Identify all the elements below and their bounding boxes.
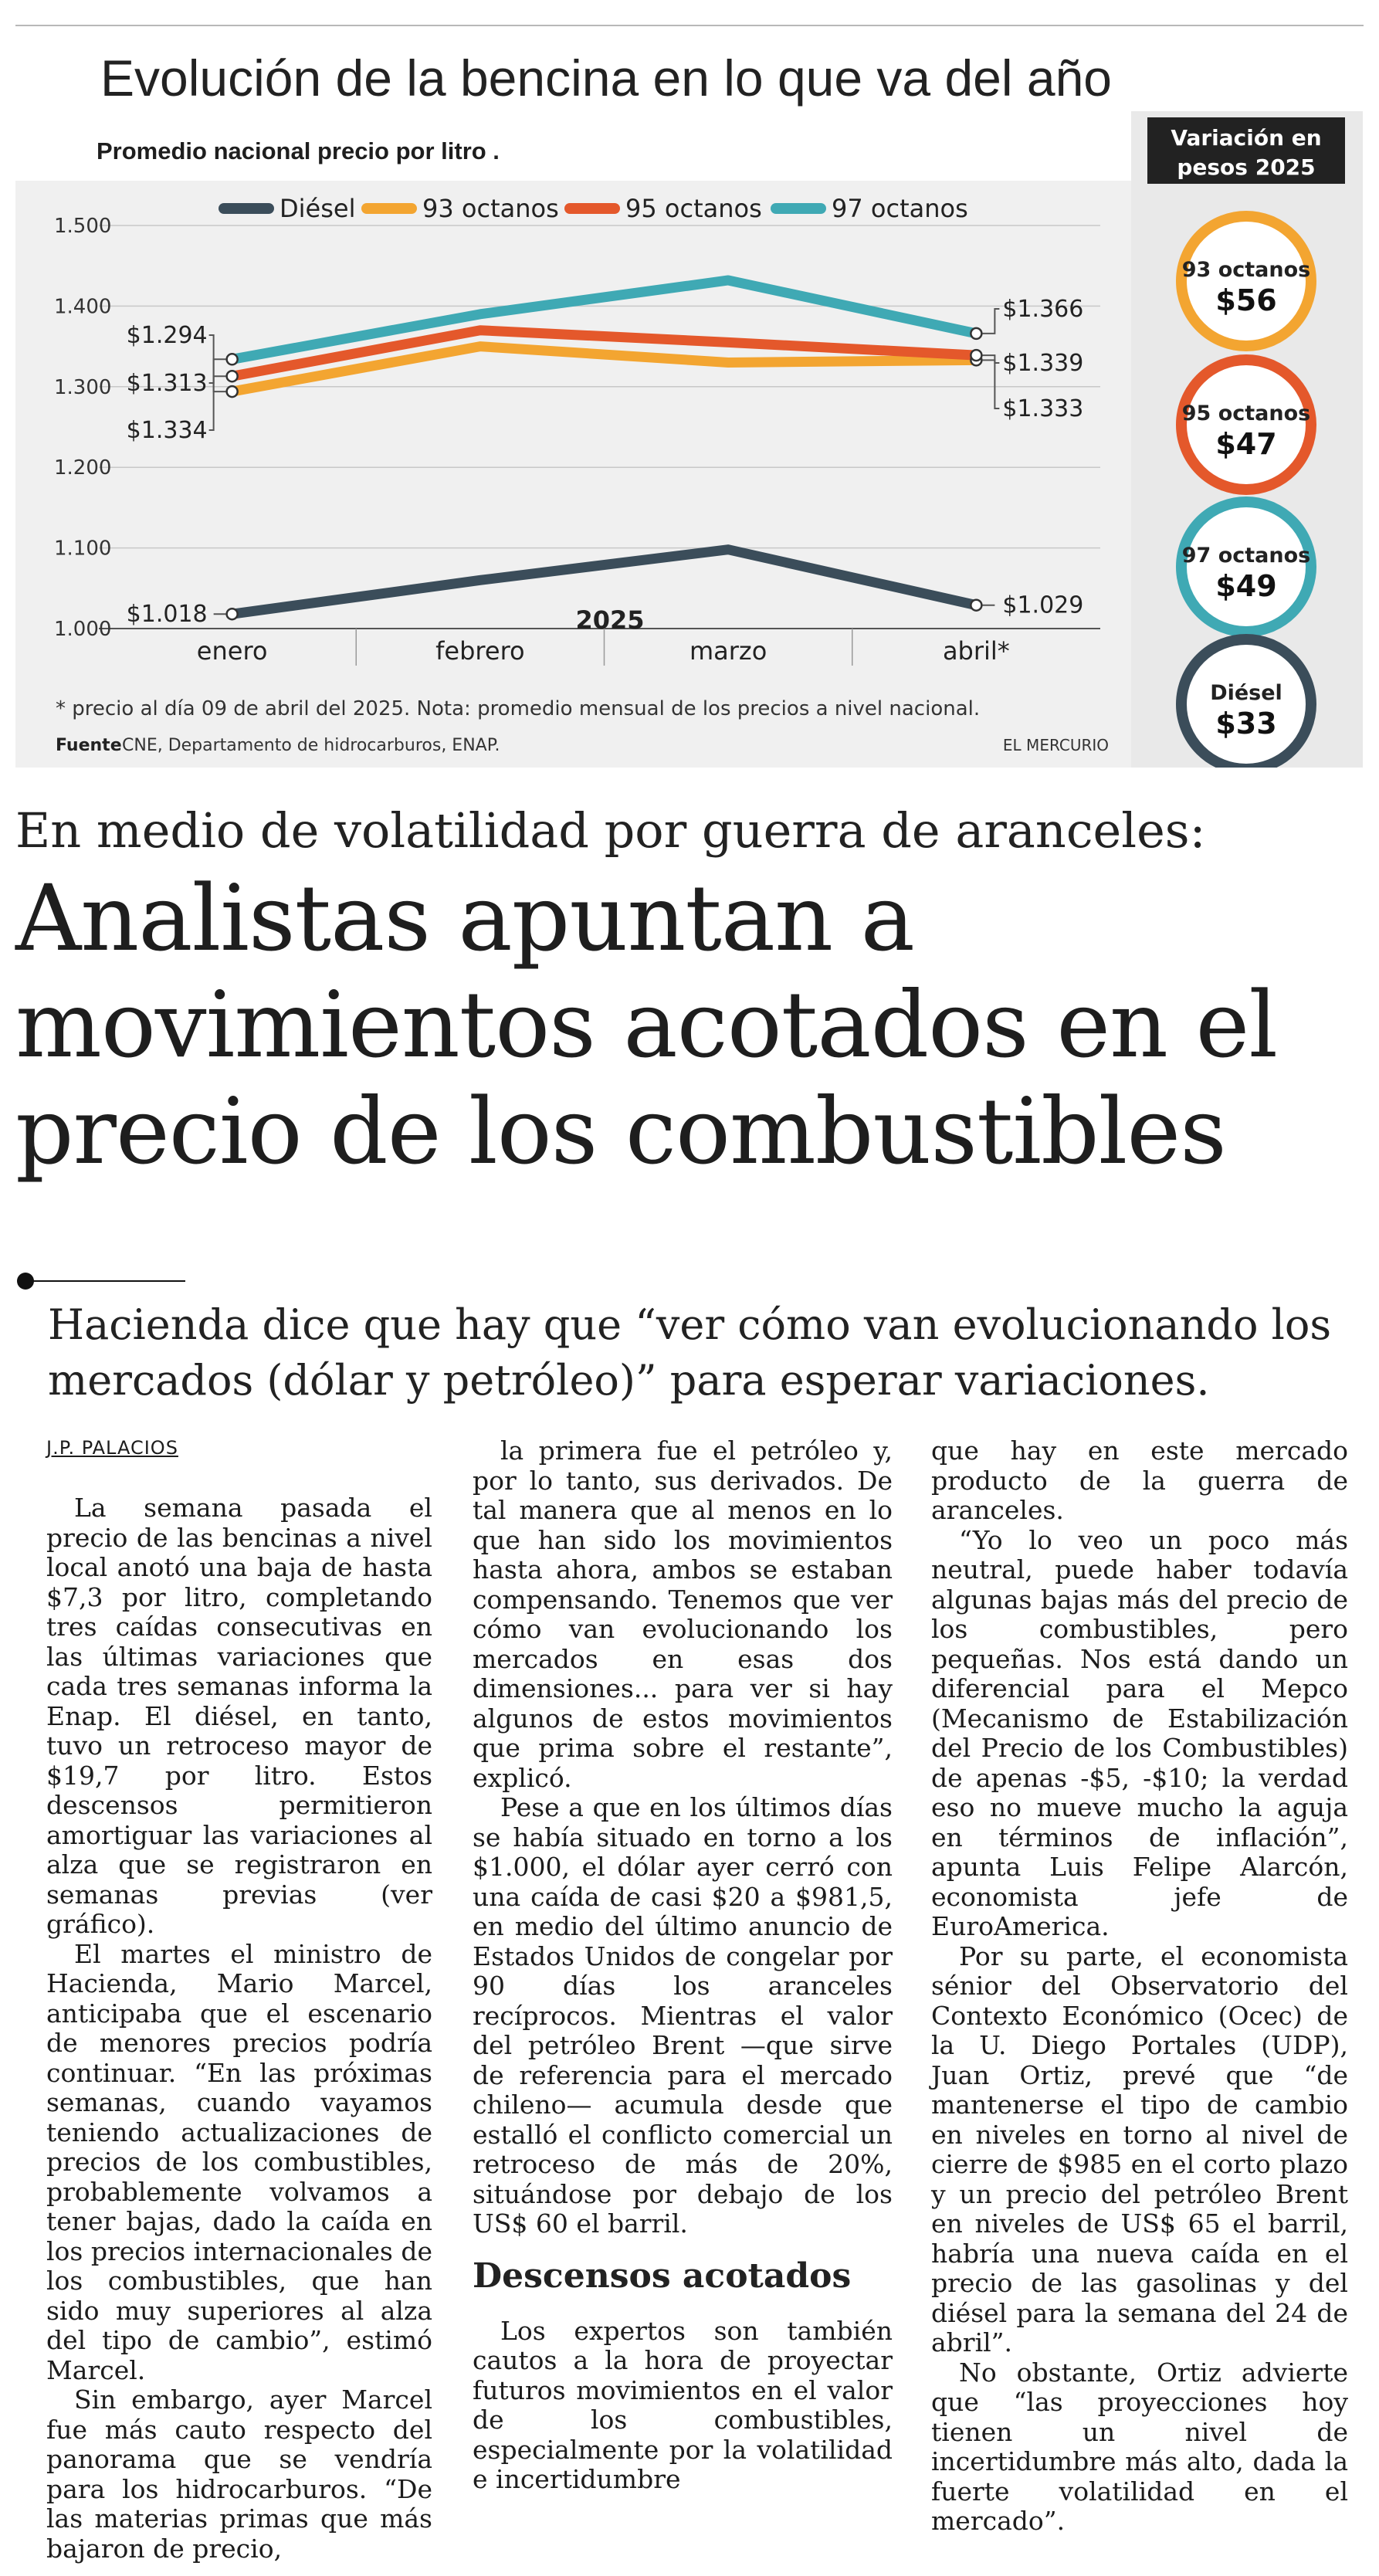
body-paragraph: la primera fue el petróleo y, por lo tanto, sus derivados. De tal manera que al menos en lo que han sido los movimientos hasta ahora, ambos se estaban compensando. Tenemos que ver cómo van evolucionando los mercados en esas dos dimensiones... para ver si hay algunos de estos movimientos que prima sobre el restante”, explicó. (473, 1435, 893, 1793)
y-tick-label: 1.300 (54, 375, 112, 399)
body-paragraph: Pese a que en los últimos días se había situado en torno a los $1.000, el dólar ayer cerró con una caída de casi $20 a $981,5, en medio del último anuncio de Estados Unidos de congelar por 90 días los aranceles recíprocos. Mientras el valor del petróleo Brent —que sirve de referencia para el mercado chileno— acumula desde que estalló el conflicto comercial un retroceso de más de 20%, situándose por debajo de los US$ 60 el barril. (473, 1792, 893, 2239)
x-tick-label: marzo (689, 636, 767, 666)
x-tick-label: enero (196, 636, 268, 666)
end-value-label: $1.339 (1002, 350, 1084, 377)
chart-title: Evolución de la bencina en lo que va del año (100, 49, 1112, 107)
variation-header-line1: Variación en (1171, 125, 1322, 151)
body-paragraph: que hay en este mercado producto de la guerra de aranceles. (931, 1435, 1348, 1525)
start-value-label: $1.334 (126, 417, 208, 444)
start-value-label: $1.294 (126, 322, 208, 349)
body-paragraph: La semana pasada el precio de las bencinas a nivel local anotó una baja de hasta $7,3 por litro, completando tres caídas consecutivas en las últimas variaciones que cada tres semanas informa la Enap. El diésel, en tanto, tuvo un retroceso mayor de $19,7 por litro. Estos descensos permitieron amortiguar las variaciones al alza que se registraron en semanas previas (ver gráfico). (46, 1493, 432, 1939)
legend-label: 95 octanos (625, 194, 762, 223)
x-tick-label: abril* (942, 636, 1010, 666)
variation-header-line2: pesos 2025 (1177, 154, 1316, 180)
chart-footnote: * precio al día 09 de abril del 2025. Nota: promedio mensual de los precios a nivel nacional. (56, 697, 981, 720)
end-value-label: $1.333 (1002, 395, 1084, 422)
deck-rule (31, 1280, 185, 1282)
source-label: Fuente (56, 736, 122, 755)
article-deck: Hacienda dice que hay que “ver cómo van evolucionando los mercados (dólar y petróleo)” para esperar variaciones. (48, 1300, 1332, 1405)
variation-badge-value: $33 (1215, 707, 1277, 741)
body-paragraph: No obstante, Ortiz advierte que “las proyecciones hoy tienen un nivel de incertidumbre más alto, dada la fuerte volatilidad en el mercado”. (931, 2357, 1348, 2536)
series-endpoint-marker (227, 608, 238, 619)
body-paragraph: “Yo lo veo un poco más neutral, puede haber todavía algunas bajas más del precio de los combustibles, pero pequeñas. Nos está dando un diferencial para el Mepco (Mecanismo de Estabilización del Precio de los Combustibles) de apenas -$5, -$10; la verdad eso no mueve mucho la aguja en términos de inflación”, apunta Luis Felipe Alarcón, economista jefe de EuroAmerica. (931, 1524, 1348, 1941)
series-endpoint-marker (227, 354, 238, 364)
y-tick-label: 1.400 (54, 295, 112, 319)
series-endpoint-marker (227, 386, 238, 397)
end-value-label: $1.029 (1002, 591, 1084, 619)
variation-badge-label: 95 octanos (1181, 402, 1311, 425)
series-endpoint-marker (971, 600, 981, 611)
section-subhead: Descensos acotados (473, 2256, 852, 2296)
start-value-label: $1.313 (126, 370, 208, 397)
variation-badge-value: $56 (1215, 283, 1277, 317)
article-kicker: En medio de volatilidad por guerra de aranceles: (15, 802, 1206, 859)
y-tick-label: 1.000 (54, 618, 112, 641)
series-endpoint-marker (971, 350, 981, 361)
start-value-label: $1.018 (126, 601, 208, 629)
legend-label: Diésel (280, 194, 356, 223)
y-tick-label: 1.100 (54, 537, 112, 561)
series-endpoint-marker (971, 328, 981, 339)
price-chart-panel (15, 26, 1364, 768)
end-value-label: $1.366 (1002, 296, 1084, 323)
body-paragraph: El martes el ministro de Hacienda, Mario Marcel, anticipaba que el escenario de menores precios podría continuar. “En las próximas semanas, cuando vayamos teniendo actualizaciones de precios de los combustibles, probablemente volvamos a tener bajas, dado la caída en los precios internacionales de los combustibles, que han sido muy superiores al alza del tipo de cambio”, estimó Marcel. (46, 1938, 432, 2385)
year-label: 2025 (575, 605, 645, 635)
y-tick-label: 1.500 (54, 215, 112, 238)
body-paragraph: Por su parte, el economista sénior del Observatorio del Contexto Económico (Ocec) de la U. Diego Portales (UDP), Juan Ortiz, prevé que “de mantenerse el tipo de cambio en niveles en torno al nivel de cierre de $985 en el corto plazo y un precio del petróleo Brent en niveles de US$ 65 el barril, habría una nueva caída en el precio de las gasolinas y del diésel para la semana del 24 de abril”. (931, 1940, 1348, 2357)
article-headline: Analistas apuntan a movimientos acotados en el precio de los combustibles (15, 865, 1278, 1185)
legend-label: 97 octanos (832, 194, 968, 223)
series-endpoint-marker (227, 371, 238, 381)
publisher-label: EL MERCURIO (1002, 736, 1109, 754)
article-column-1 (46, 1436, 432, 2564)
variation-badge-value: $49 (1215, 569, 1277, 603)
variation-badge-label: 93 octanos (1181, 258, 1311, 282)
plot-background (15, 181, 1131, 768)
article-column-2 (473, 1436, 893, 2495)
body-paragraph: Los expertos son también cautos a la hora de proyectar futuros movimientos en el valor de los combustibles, especialmente por la volatilidad e incertidumbre (473, 2315, 893, 2494)
byline: J.P. PALACIOS (46, 1437, 178, 1459)
price-line-chart (15, 26, 1364, 768)
x-tick-label: febrero (435, 636, 525, 666)
source-text: CNE, Departamento de hidrocarburos, ENAP. (122, 736, 500, 755)
variation-badge-value: $47 (1215, 427, 1277, 461)
y-tick-label: 1.200 (54, 456, 112, 480)
variation-badge-label: 97 octanos (1181, 544, 1311, 568)
chart-subtitle: Promedio nacional precio por litro . (97, 137, 500, 164)
body-paragraph: Sin embargo, ayer Marcel fue más cauto respecto del panorama que se vendría para los hidrocarburos. “De las materias primas que más bajaron de precio, (46, 2384, 432, 2564)
variation-badge-label: Diésel (1210, 681, 1282, 705)
article-column-3 (931, 1436, 1348, 2537)
legend-label: 93 octanos (422, 194, 559, 223)
